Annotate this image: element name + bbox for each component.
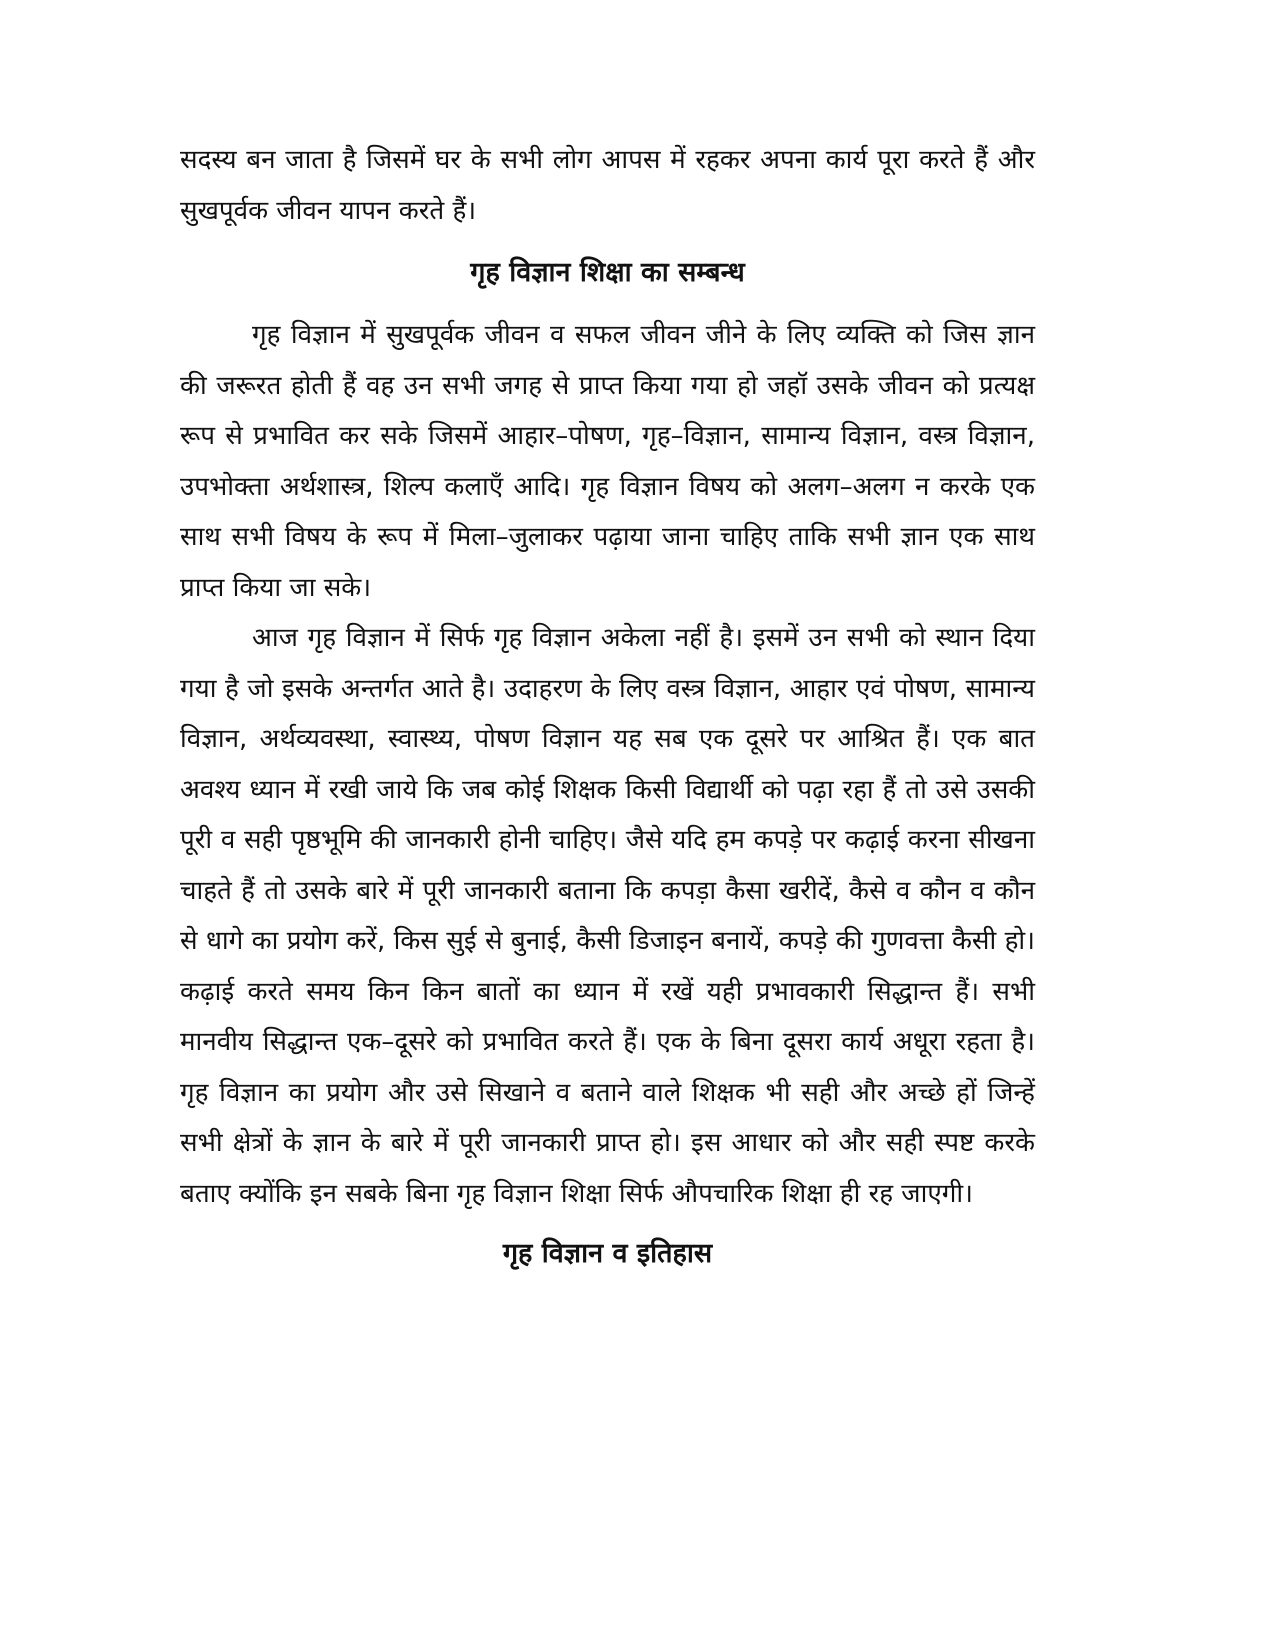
paragraph-today: आज गृह विज्ञान में सिर्फ गृह विज्ञान अकेला नहीं है। इसमें उन सभी को स्थान दिया गया है जो इसके अन्तर्गत आते है। उदाहरण के लिए वस्त्र विज्ञान, आहार एवं पोषण, सामान्य विज्ञान, अर्थव्यवस्था, स्वास्थ्य, पोषण विज्ञान यह सब एक दूसरे पर आश्रित हैं। एक बात अवश्य ध्यान में रखी जाये कि जब कोई शिक्षक किसी विद्यार्थी को पढ़ा रहा हैं तो उसे उसकी पूरी व सही पृष्ठभूमि की जानकारी होनी चाहिए। जैसे यदि हम कपड़े पर कढ़ाई करना सीखना चाहते हैं तो उसके बारे में पूरी जानकारी बताना कि कपड़ा कैसा खरीदें, कैसे व कौन व कौन से धागे का प्रयोग करें, किस सुई से बुनाई, कैसी डिजाइन बनायें, कपड़े की गुणवत्ता कैसी हो। कढ़ाई करते समय किन किन बातों का ध्यान में रखें यही प्रभावकारी सिद्धान्त हैं। सभी मानवीय सिद्धान्त एक–दूसरे को प्रभावित करते हैं। एक के बिना दूसरा कार्य अधूरा रहता है। गृह विज्ञान का प्रयोग और उसे सिखाने व बताने वाले शिक्षक भी सही और अच्छे हों जिन्हें सभी क्षेत्रों के ज्ञान के बारे में पूरी जानकारी प्राप्त हो। इस आधार को और सही स्पष्ट करके बताए क्योंकि इन सबके बिना गृह विज्ञान शिक्षा सिर्फ औपचारिक शिक्षा ही रह जाएगी। (180, 623, 1035, 1209)
section-heading-history: गृह विज्ञान व इतिहास (502, 1238, 713, 1269)
paragraph-relation: गृह विज्ञान में सुखपूर्वक जीवन व सफल जीवन जीने के लिए व्यक्ति को जिस ज्ञान की जरूरत होती हैं वह उन सभी जगह से प्राप्त किया गया हो जहॉ उसके जीवन को प्रत्यक्ष रूप से प्रभावित कर सके जिसमें आहार–पोषण, गृह–विज्ञान, सामान्य विज्ञान, वस्त्र विज्ञान, उपभोक्ता अर्थशास्त्र, शिल्प कलाएँ आदि। गृह विज्ञान विषय को अलग–अलग न करके एक साथ सभी विषय के रूप में मिला–जुलाकर पढ़ाया जाना चाहिए ताकि सभी ज्ञान एक साथ प्राप्त किया जा सके। (180, 320, 1035, 603)
document-page (180, 135, 1035, 1279)
paragraph-continuation: सदस्य बन जाता है जिसमें घर के सभी लोग आपस में रहकर अपना कार्य पूरा करते हैं और सुखपूर्वक जीवन यापन करते हैं। (180, 145, 1035, 226)
section-heading-relation: गृह विज्ञान शिक्षा का सम्बन्ध (470, 257, 745, 288)
